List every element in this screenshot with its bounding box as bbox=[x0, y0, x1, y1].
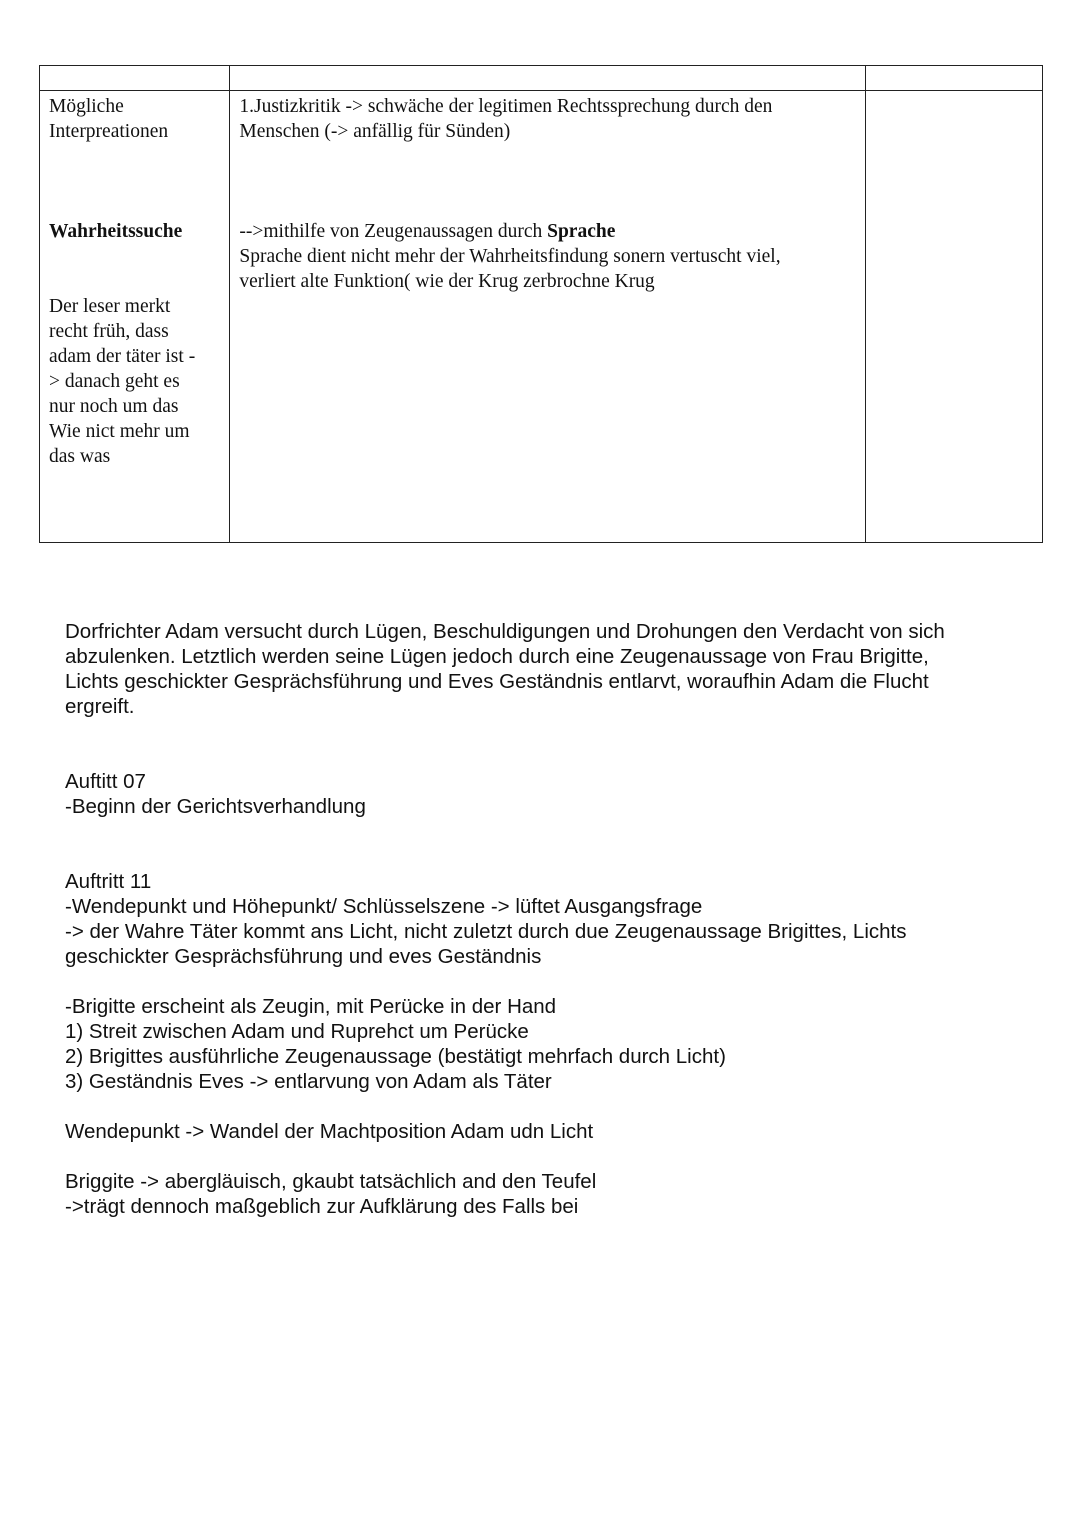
reader-note-line: Der leser merkt bbox=[49, 296, 171, 317]
list-item: 1) Streit zwischen Adam und Ruprehct um Perücke bbox=[65, 1020, 529, 1043]
heading-interpretations-line-2: Interpreationen bbox=[49, 121, 169, 142]
auftritt-11-title: Auftritt 11 bbox=[65, 870, 152, 893]
reader-note bbox=[49, 294, 220, 469]
middle-cell bbox=[230, 91, 865, 543]
summary-paragraph: Dorfrichter Adam versucht durch Lügen, Beschuldigungen und Drohungen den Verdacht von sich abzulenken. Letztlich werden seine Lügen jedoch durch eine Zeugenaussage von Frau Brigitte, Lichts geschickter Gesprächsführung und Eves Geständnis entlarvt, woraufhin Adam die Flucht ergreift. bbox=[65, 620, 945, 718]
list-item: 3) Geständnis Eves -> entlarvung von Adam als Täter bbox=[65, 1070, 552, 1093]
auftritt-07-block bbox=[65, 769, 1025, 819]
heading-truth-search: Wahrheitssuche bbox=[49, 221, 183, 242]
table-header-cell-3 bbox=[865, 66, 1042, 91]
heading-interpretations bbox=[49, 94, 220, 144]
notes-body bbox=[65, 619, 1025, 1219]
language-point: -->mithilfe von Zeugenaussagen durch Sprache Sprache dient nicht mehr der Wahrheitsfindung sonern vertuscht viel, verliert alte Funktion( wie der Krug zerbrochne Krug bbox=[239, 219, 855, 294]
justice-critique: 1.Justizkritik -> schwäche der legitimen Rechtssprechung durch den Menschen (-> anfällig für Sünden) bbox=[239, 96, 773, 142]
reader-note-line: nur noch um das bbox=[49, 396, 179, 417]
right-cell bbox=[865, 91, 1042, 543]
briggite-block: Briggite -> abergläuisch, gkaubt tatsächlich and den Teufel ->trägt dennoch maßgeblich zur Aufklärung des Falls bei bbox=[65, 1170, 597, 1218]
heading-interpretations-line-1: Mögliche bbox=[49, 96, 124, 117]
reader-note-line: das was bbox=[49, 446, 111, 467]
auftritt-07-title: Auftitt 07 bbox=[65, 770, 146, 793]
reader-note-line: > danach geht es bbox=[49, 371, 180, 392]
table-header-cell-2 bbox=[230, 66, 865, 91]
brigitte-list-block: -Brigitte erscheint als Zeugin, mit Perücke in der Hand 1) Streit zwischen Adam und Ruprehct um Perücke 2) Brigittes ausführliche Zeugenaussage (bestätigt mehrfach durch Licht) 3) Geständnis Eves -> entlarvung von Adam als Täter bbox=[65, 994, 1025, 1094]
left-cell bbox=[40, 91, 230, 543]
list-item: 2) Brigittes ausführliche Zeugenaussage (bestätigt mehrfach durch Licht) bbox=[65, 1045, 726, 1068]
bold-term-sprache: Sprache bbox=[547, 221, 616, 242]
notes-table bbox=[39, 65, 1043, 543]
reader-note-line: Wie nict mehr um bbox=[49, 421, 190, 442]
table-header-row bbox=[40, 66, 1043, 91]
language-point-first-line: -->mithilfe von Zeugenaussagen durch Sprache bbox=[239, 221, 616, 242]
reader-note-line: recht früh, dass bbox=[49, 321, 169, 342]
auftritt-11-block: Auftritt 11 -Wendepunkt und Höhepunkt/ Schlüsselszene -> lüftet Ausgangsfrage -> der Wahre Täter kommt ans Licht, nicht zuletzt durch due Zeugenaussage Brigittes, Lichts geschickter Gesprächsführung und eves Geständnis bbox=[65, 869, 1025, 969]
reader-note-line: adam der täter ist - bbox=[49, 346, 196, 367]
wendepunkt-line: Wendepunkt -> Wandel der Machtposition Adam udn Licht bbox=[65, 1120, 594, 1143]
auftritt-07-point: -Beginn der Gerichtsverhandlung bbox=[65, 795, 366, 818]
table-header-cell-1 bbox=[40, 66, 230, 91]
table-body-row bbox=[40, 91, 1043, 543]
